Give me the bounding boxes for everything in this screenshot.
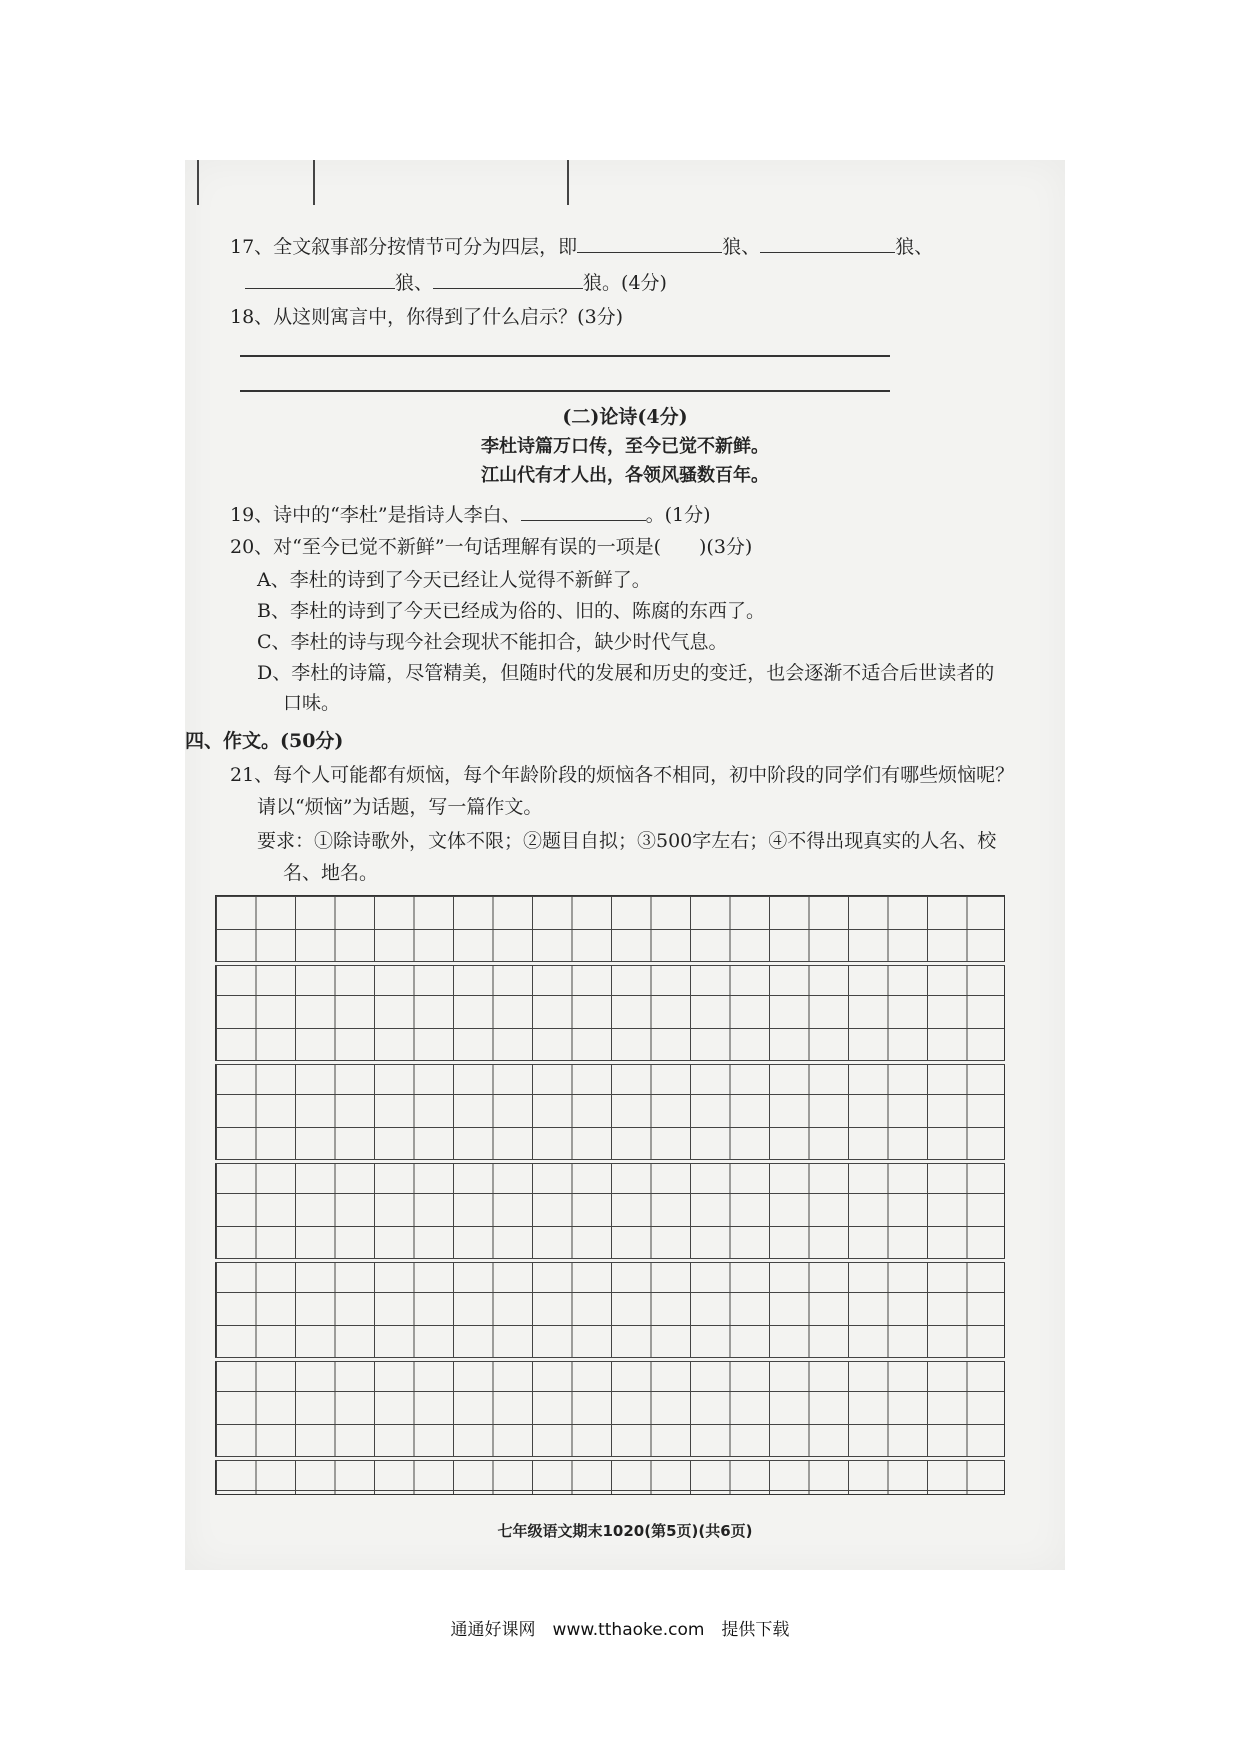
answer-blank[interactable]	[577, 234, 722, 253]
question-17-line2: 狼、 狼。(4分)	[245, 268, 667, 295]
answer-blank[interactable]	[760, 234, 895, 253]
option-c: C、李杜的诗与现今社会现状不能扣合，缺少时代气息。	[257, 631, 728, 653]
table-border-line	[313, 160, 315, 205]
answer-line[interactable]	[240, 390, 890, 392]
question-20: 20、对“至今已觉不新鲜”一句话理解有误的一项是( )(3分)	[230, 536, 753, 558]
option-d-continued: 口味。	[283, 692, 341, 714]
question-19: 19、诗中的“李杜”是指诗人李白、 。(1分)	[230, 504, 711, 526]
table-border-line	[197, 160, 199, 205]
question-17: 17、全文叙事部分按情节可分为四层，即 狼、 狼、	[230, 236, 934, 258]
table-border-line	[567, 160, 569, 205]
requirements: 要求：①除诗歌外，文体不限；②题目自拟；③500字左右；④不得出现真实的人名、校	[257, 830, 997, 852]
section-title: 四、作文。(50分)	[185, 730, 344, 752]
poem-line: 江山代有才人出，各领风骚数百年。	[481, 465, 769, 486]
answer-line[interactable]	[240, 355, 890, 357]
page-number: 七年级语文期末1020(第5页)(共6页)	[497, 1522, 753, 1540]
composition-grid[interactable]	[215, 895, 1005, 1495]
question-18: 18、从这则寓言中，你得到了什么启示？(3分)	[230, 306, 624, 328]
answer-blank[interactable]	[245, 270, 395, 289]
download-source-note: 通通好课网 www.tthaoke.com 提供下载	[450, 1620, 790, 1640]
section-title: (二)论诗(4分)	[562, 406, 688, 428]
grid-row-gap	[215, 1357, 1005, 1362]
option-a: A、李杜的诗到了今天已经让人觉得不新鲜了。	[257, 569, 651, 591]
question-21: 21、每个人可能都有烦恼，每个年龄阶段的烦恼各不相同，初中阶段的同学们有哪些烦恼呢？	[230, 764, 1015, 786]
answer-blank[interactable]	[433, 270, 583, 289]
scanned-exam-page	[185, 160, 1065, 1570]
grid-row-gap	[215, 1159, 1005, 1164]
grid-row-gap	[215, 1060, 1005, 1065]
poem-line: 李杜诗篇万口传，至今已觉不新鲜。	[481, 436, 769, 457]
grid-row-gap	[215, 961, 1005, 966]
question-21-line2: 请以“烦恼”为话题，写一篇作文。	[257, 796, 543, 818]
option-d: D、李杜的诗篇，尽管精美，但随时代的发展和历史的变迁，也会逐渐不适合后世读者的	[257, 662, 995, 684]
requirements-continued: 名、地名。	[283, 862, 379, 884]
answer-blank[interactable]	[521, 502, 646, 521]
grid-row-gap	[215, 1456, 1005, 1461]
grid-row-gap	[215, 1258, 1005, 1263]
option-b: B、李杜的诗到了今天已经成为俗的、旧的、陈腐的东西了。	[257, 600, 765, 622]
